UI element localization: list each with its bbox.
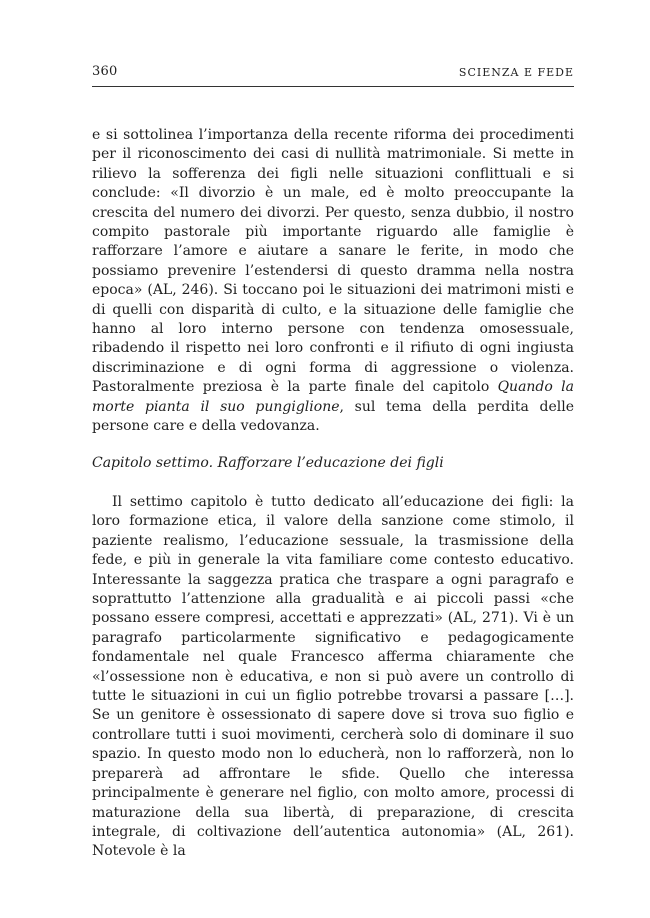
paragraph-text-end: , sul tema della perdita delle persone care e della vedovanza.: [92, 398, 574, 435]
paragraph-body: Il settimo capitolo è tutto dedicato all’educazione dei figli: la loro formazione etica, il valore della sanzione come stimolo, il paziente realismo, l’educazione sessuale, la trasmissione della fede, e più in generale la vita familiare come contesto educativo. Interessante la saggezza pratica che traspare a ogni paragrafo e soprattutto l’attenzione alla gradualità e ai piccoli passi «che possano essere compresi, accettati e apprezzati» (AL, 271). Vi è un paragrafo particolarmente significativo e pedagogicamente fondamentale nel quale Francesco afferma chiaramente che «l’ossessione non è educativa, e non si può avere un controllo di tutte le situazioni in cui un figlio potrebbe trovarsi a passare […]. Se un genitore è ossessionato di sapere dove si trova suo figlio e controllare tutti i suoi movimenti, cercherà solo di dominare il suo spazio. In questo modo non lo educherà, non lo rafforzerà, non lo preparerà ad affrontare le sfide. Quello che interessa principalmente è generare nel figlio, con molto amore, processi di maturazione della sua libertà, di preparazione, di crescita integrale, di coltivazione dell’autentica autonomia» (AL, 261). Notevole è la: [92, 494, 574, 860]
page-number: 360: [92, 64, 118, 79]
quoted-chapter-title: Quando la morte pianta il suo pungiglione: [92, 379, 574, 415]
running-title: SCIENZA E FEDE: [458, 66, 574, 79]
page-header: [92, 64, 574, 87]
paragraph-text: e si sottolinea l’importanza della recente riforma dei procedimenti per il riconoscimento dei casi di nullità matrimoniale. Si mette in rilievo la sofferenza dei figli nelle situazioni conflittuali e si conclude: «Il divorzio è un male, ed è molto preoccupante la crescita del numero dei divorzi. Per questo, senza dubbio, il nostro compito pastorale più importante riguardo alle famiglie è rafforzare l’amore e aiutare a sanare le ferite, in modo che possiamo prevenire l’estendersi di questo dramma nella nostra epoca» (AL, 246). Si toccano poi le situazioni dei matrimoni misti e di quelli con disparità di culto, e la situazione delle famiglie che hanno al loro interno persone con tendenza omosessuale, ribadendo il rispetto nei loro confronti e il rifiuto di ogni ingiusta discriminazione e di ogni forma di aggressione o violenza. Pastoralmente preziosa è la parte finale del capitolo: [92, 127, 574, 396]
section-heading: Capitolo settimo. Rafforzare l’educazione dei figli: [92, 455, 444, 471]
paragraph-body: [92, 126, 574, 437]
